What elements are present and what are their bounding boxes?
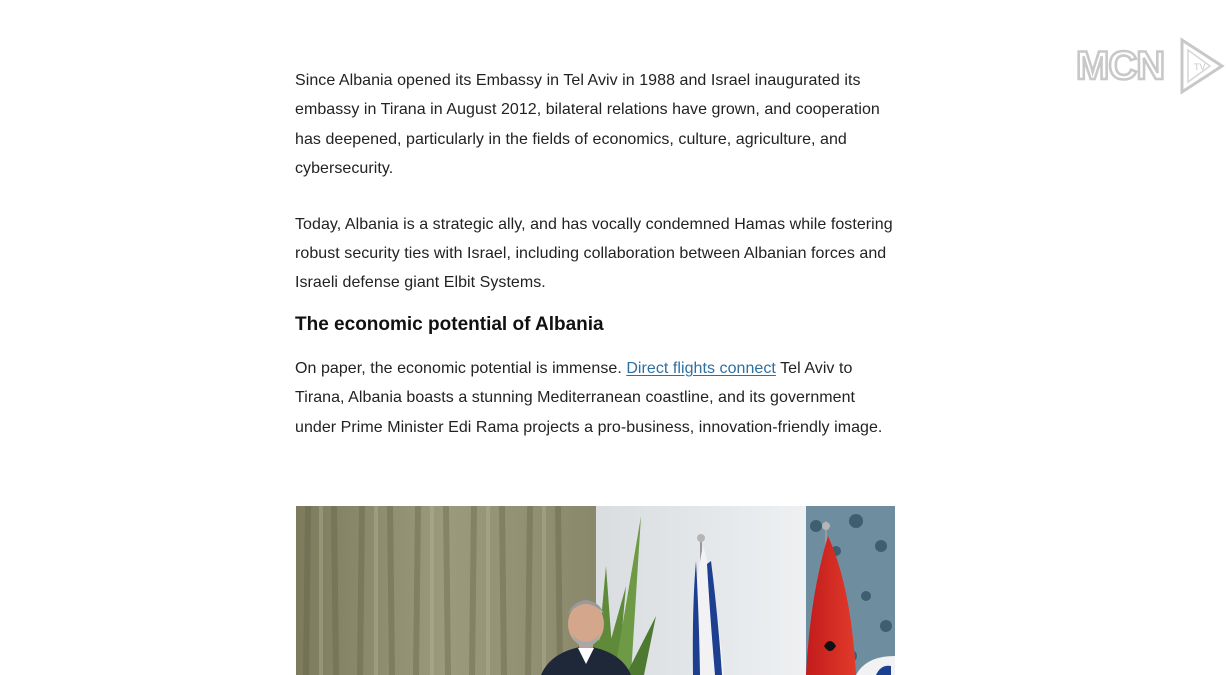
paragraph-strategic-ally: Today, Albania is a strategic ally, and has vocally condemned Hamas while fostering robust security ties with Israel, including collaboration between Albanian forces and Israeli defense giant Elbit Systems. <box>295 215 893 292</box>
article-body <box>295 66 895 442</box>
paragraph-text-after-link: Tel Aviv to Tirana, Albania boasts a stunning Mediterranean coastline, and its government under Prime Minister Edi Rama projects a pro-business, innovation-friendly image. <box>295 359 883 436</box>
paragraph-economic-potential <box>295 354 895 442</box>
mcn-tv-logo <box>1076 34 1226 98</box>
paragraph-embassy-history: Since Albania opened its Embassy in Tel Aviv in 1988 and Israel inaugurated its embassy in Tirana in August 2012, bilateral relations have grown, and cooperation has deepened, particularly in the fields of economics, culture, agriculture, and cybersecurity. <box>295 72 880 178</box>
paragraph-text-before-link: On paper, the economic potential is immense. <box>295 359 627 377</box>
logo-text: MCN <box>1076 44 1165 88</box>
direct-flights-link[interactable]: Direct flights connect <box>626 359 776 377</box>
mcn-logo-graphic <box>1076 34 1226 98</box>
section-heading: The economic potential of Albania <box>295 313 604 335</box>
logo-suffix: TV <box>1194 62 1206 72</box>
photo-scene <box>296 506 895 675</box>
article-photo <box>296 506 895 675</box>
